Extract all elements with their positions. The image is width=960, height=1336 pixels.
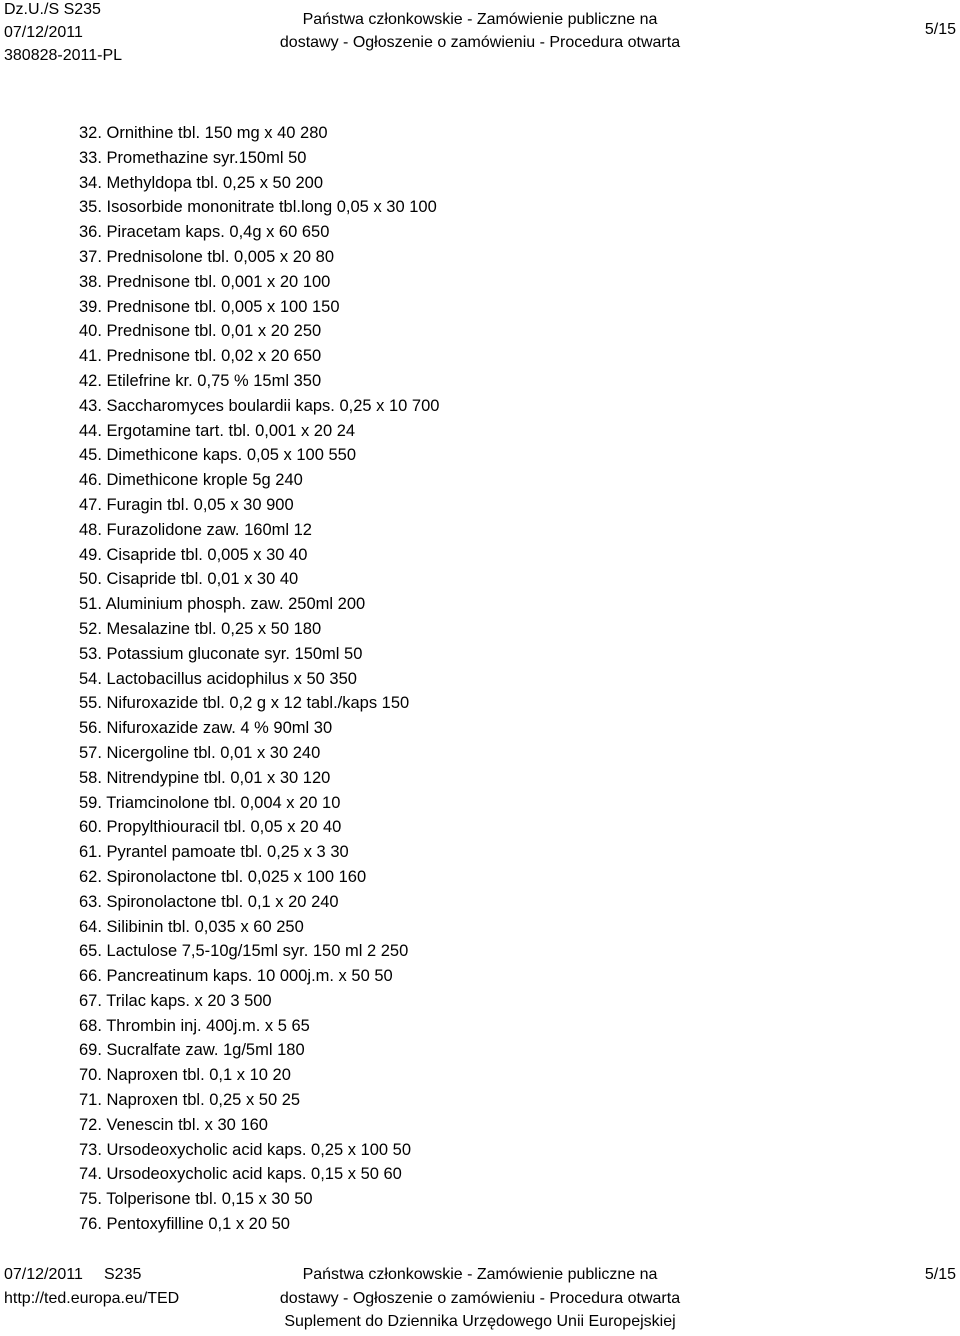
list-item: 51. Aluminium phosph. zaw. 250ml 200 [79, 595, 366, 614]
list-item: 53. Potassium gluconate syr. 150ml 50 [79, 644, 363, 663]
header-center [0, 10, 960, 56]
list-item: 64. Silibinin tbl. 0,035 x 60 250 [79, 917, 304, 936]
list-item: 61. Pyrantel pamoate tbl. 0,25 x 3 30 [79, 843, 349, 862]
list-item: 49. Cisapride tbl. 0,005 x 30 40 [79, 545, 308, 564]
list-item: 62. Spironolactone tbl. 0,025 x 100 160 [79, 867, 367, 886]
list-item: 34. Methyldopa tbl. 0,25 x 50 200 [79, 173, 324, 192]
list-item: 50. Cisapride tbl. 0,01 x 30 40 [79, 570, 299, 589]
footer-center [0, 1265, 960, 1336]
list-item: 37. Prednisolone tbl. 0,005 x 20 80 [79, 247, 335, 266]
list-item: 66. Pancreatinum kaps. 10 000j.m. x 50 50 [79, 967, 393, 986]
list-item: 44. Ergotamine tart. tbl. 0,001 x 20 24 [79, 421, 356, 440]
footer-page-number: 5/15 [924, 1266, 956, 1283]
list-item: 45. Dimethicone kaps. 0,05 x 100 550 [79, 446, 357, 465]
list-item: 56. Nifuroxazide zaw. 4 % 90ml 30 [79, 719, 333, 738]
list-item: 73. Ursodeoxycholic acid kaps. 0,25 x 100 50 [79, 1140, 412, 1159]
footer-title-line-2: dostawy - Ogłoszenie o zamówieniu - Procedura otwarta [279, 1289, 681, 1307]
notice-number: 380828-2011-PL [4, 47, 123, 64]
footer-date: 07/12/2011 [4, 1266, 83, 1283]
list-item: 55. Nifuroxazide tbl. 0,2 g x 12 tabl./kaps 150 [79, 694, 410, 713]
list-item: 68. Thrombin inj. 400j.m. x 5 65 [79, 1016, 310, 1035]
footer-issue: S235 [104, 1266, 142, 1283]
list-item: 41. Prednisone tbl. 0,02 x 20 650 [79, 347, 322, 366]
list-item: 38. Prednisone tbl. 0,001 x 20 100 [79, 272, 331, 291]
list-item: 74. Ursodeoxycholic acid kaps. 0,15 x 50 60 [79, 1165, 402, 1184]
list-item: 40. Prednisone tbl. 0,01 x 20 250 [79, 322, 322, 341]
list-item: 43. Saccharomyces boulardii kaps. 0,25 x 10 700 [79, 396, 440, 415]
list-item: 69. Sucralfate zaw. 1g/5ml 180 [79, 1041, 305, 1060]
list-item: 46. Dimethicone krople 5g 240 [79, 471, 303, 490]
list-item: 76. Pentoxyfilline 0,1 x 20 50 [79, 1215, 290, 1234]
list-item: 63. Spironolactone tbl. 0,1 x 20 240 [79, 892, 339, 911]
list-item: 47. Furagin tbl. 0,05 x 30 900 [79, 495, 294, 514]
list-item: 39. Prednisone tbl. 0,005 x 100 150 [79, 297, 340, 316]
list-item: 72. Venescin tbl. x 30 160 [79, 1115, 268, 1134]
header-date: 07/12/2011 [4, 24, 83, 41]
list-item: 52. Mesalazine tbl. 0,25 x 50 180 [79, 619, 322, 638]
footer-url: http://ted.europa.eu/TED [4, 1289, 180, 1307]
list-item: 48. Furazolidone zaw. 160ml 12 [79, 520, 312, 539]
list-item: 42. Etilefrine kr. 0,75 % 15ml 350 [79, 371, 322, 390]
list-item: 35. Isosorbide mononitrate tbl.long 0,05 x 30 100 [79, 198, 437, 217]
list-item: 67. Trilac kaps. x 20 3 500 [79, 991, 272, 1010]
list-item: 75. Tolperisone tbl. 0,15 x 30 50 [79, 1190, 313, 1209]
footer-supplement: Suplement do Dziennika Urzędowego Unii Europejskiej [284, 1313, 676, 1330]
list-item: 59. Triamcinolone tbl. 0,004 x 20 10 [79, 793, 341, 812]
list-item: 36. Piracetam kaps. 0,4g x 60 650 [79, 223, 330, 242]
list-item: 60. Propylthiouracil tbl. 0,05 x 20 40 [79, 818, 342, 837]
list-item: 58. Nitrendypine tbl. 0,01 x 30 120 [79, 768, 331, 787]
header-page-number: 5/15 [924, 21, 956, 38]
journal-ref: Dz.U./S S235 [4, 1, 101, 18]
footer-title-line-1: Państwa członkowskie - Zamówienie publiczne na [302, 1266, 658, 1283]
list-item: 54. Lactobacillus acidophilus x 50 350 [79, 669, 357, 688]
header-title-line-1: Państwa członkowskie - Zamówienie publiczne na [302, 11, 658, 28]
list-item: 70. Naproxen tbl. 0,1 x 10 20 [79, 1066, 291, 1085]
header-title-line-2: dostawy - Ogłoszenie o zamówieniu - Procedura otwarta [279, 34, 681, 51]
list-item: 65. Lactulose 7,5-10g/15ml syr. 150 ml 2 250 [79, 942, 409, 961]
list-item: 57. Nicergoline tbl. 0,01 x 30 240 [79, 743, 321, 762]
drug-list [79, 121, 439, 1237]
list-item: 71. Naproxen tbl. 0,25 x 50 25 [79, 1091, 301, 1110]
list-item: 33. Promethazine syr.150ml 50 [79, 148, 307, 167]
list-item: 32. Ornithine tbl. 150 mg x 40 280 [79, 124, 328, 142]
